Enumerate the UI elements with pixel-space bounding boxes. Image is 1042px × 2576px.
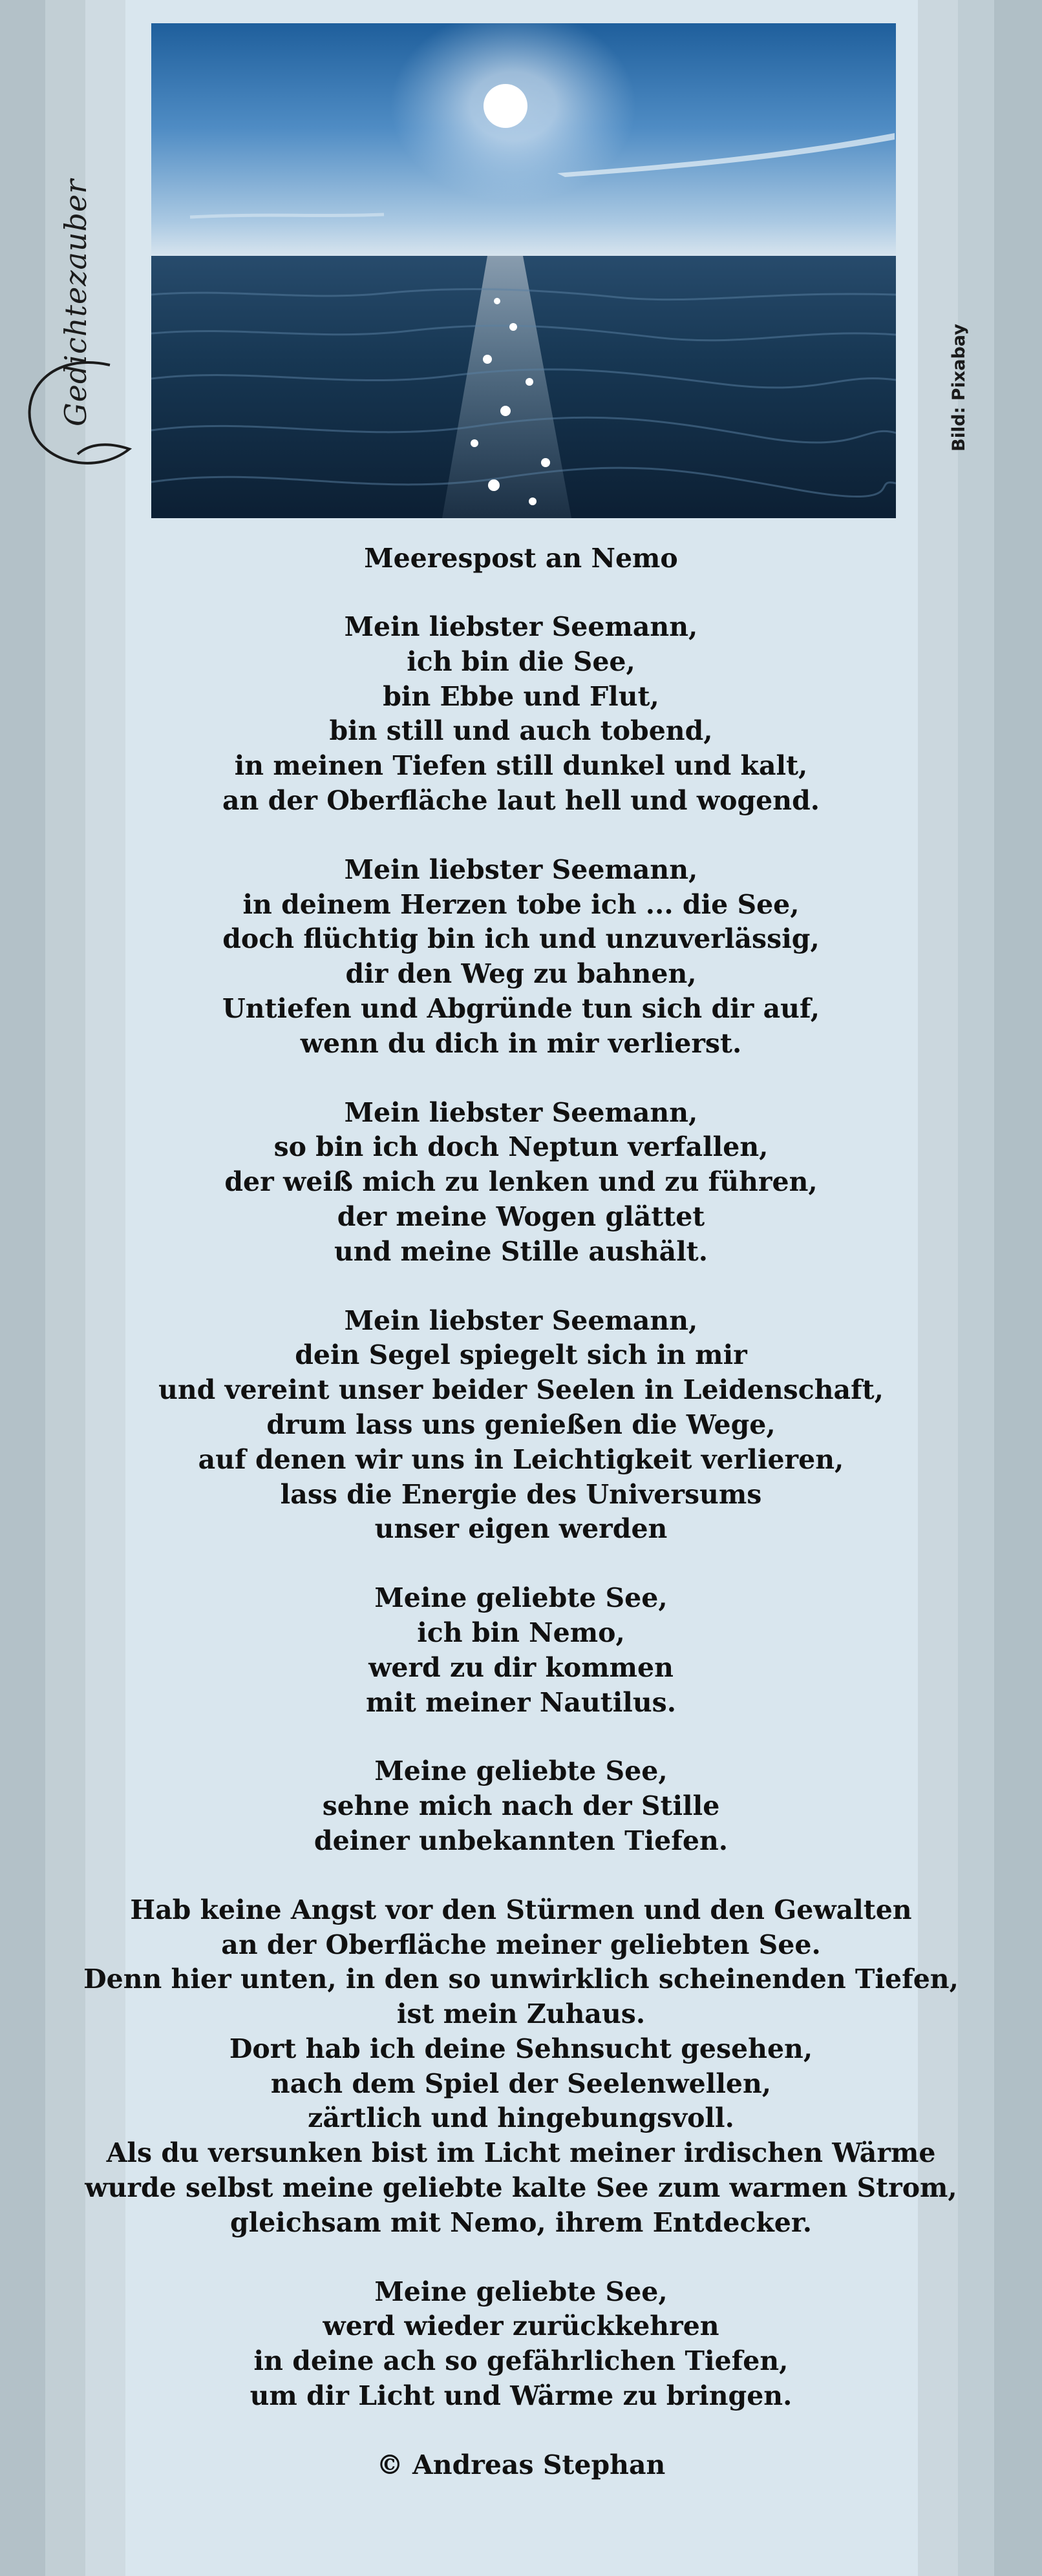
poem-line: dir den Weg zu bahnen,	[345, 958, 697, 990]
stanza-3	[69, 1096, 973, 1270]
poem-line: der weiß mich zu lenken und zu führen,	[224, 1166, 818, 1198]
copyright: © Andreas Stephan	[376, 2449, 666, 2480]
stanza-1	[69, 610, 973, 819]
poem-line: mit meiner Nautilus.	[365, 1686, 677, 1718]
poem-line: an der Oberfläche laut hell und wogend.	[222, 784, 820, 816]
logo-text: Gedichtezauber	[58, 178, 93, 426]
poem-line: um dir Licht und Wärme zu bringen.	[250, 2380, 792, 2412]
poem-line: werd zu dir kommen	[368, 1651, 674, 1683]
poem-line: Mein liebster Seemann,	[344, 1304, 698, 1336]
poem-line: sehne mich nach der Stille	[322, 1790, 720, 1822]
poem-line: zärtlich und hingebungsvoll.	[308, 2102, 734, 2134]
poem-line: werd wieder zurückkehren	[323, 2310, 719, 2342]
stanza-5	[69, 1581, 973, 1720]
stanza-8	[69, 2275, 973, 2414]
poem-line: bin still und auch tobend,	[329, 715, 713, 747]
stanza-6	[69, 1754, 973, 1858]
poem-line: lass die Energie des Universums	[280, 1478, 762, 1510]
poem-line: der meine Wogen glättet	[337, 1200, 705, 1232]
poem-line: in meinen Tiefen still dunkel und kalt,	[234, 750, 808, 782]
background-stripe	[994, 0, 1042, 2576]
poem-line: ist mein Zuhaus.	[396, 1998, 646, 2030]
poem-line: und meine Stille aushält.	[334, 1235, 708, 1267]
poem-line: bin Ebbe und Flut,	[383, 680, 659, 712]
logo	[8, 145, 144, 436]
poem-line: gleichsam mit Nemo, ihrem Entdecker.	[229, 2206, 813, 2238]
image-credit: Bild: Pixabay	[949, 324, 969, 452]
poem-line: ich bin die See,	[407, 645, 635, 677]
poem-line: Denn hier unten, in den so unwirklich scheinenden Tiefen,	[83, 1963, 959, 1995]
poem-line: ich bin Nemo,	[417, 1617, 625, 1648]
sea-photo	[151, 23, 896, 518]
poem-line: Mein liebster Seemann,	[344, 611, 698, 642]
poem-line: drum lass uns genießen die Wege,	[266, 1408, 776, 1440]
poem-line: nach dem Spiel der Seelenwellen,	[270, 2068, 772, 2099]
poem-line: so bin ich doch Neptun verfallen,	[273, 1131, 769, 1163]
logo-flourish	[13, 346, 142, 488]
poem-line: Mein liebster Seemann,	[344, 853, 698, 885]
stanza-7	[69, 1893, 973, 2241]
poem-line: Als du versunken bist im Licht meiner irdischen Wärme	[106, 2137, 936, 2169]
poem-line: in deine ach so gefährlichen Tiefen,	[253, 2345, 789, 2377]
poem-line: Untiefen und Abgründe tun sich dir auf,	[222, 992, 820, 1024]
poem-line: unser eigen werden	[374, 1513, 668, 1545]
poem-line: in deinem Herzen tobe ich ... die See,	[242, 888, 800, 920]
poem-line: Meine geliebte See,	[374, 1582, 668, 1614]
poem-line: Hab keine Angst vor den Stürmen und den Gewalten	[130, 1894, 912, 1925]
poem-line: Mein liebster Seemann,	[344, 1096, 698, 1128]
poem-line: Meine geliebte See,	[374, 2276, 668, 2307]
poem-line: an der Oberfläche meiner geliebten See.	[221, 1929, 821, 1960]
stanza-4	[69, 1304, 973, 1547]
poem-line: wenn du dich in mir verlierst.	[300, 1027, 742, 1059]
poem-line: Dort hab ich deine Sehnsucht gesehen,	[229, 2033, 813, 2064]
poem	[69, 541, 973, 2482]
poem-line: und vereint unser beider Seelen in Leidenschaft,	[158, 1374, 884, 1406]
stanza-2	[69, 853, 973, 1062]
poem-line: doch flüchtig bin ich und unzuverlässig,	[222, 923, 820, 955]
poem-line: wurde selbst meine geliebte kalte See zum warmen Strom,	[85, 2172, 957, 2204]
poem-line: dein Segel spiegelt sich in mir	[295, 1339, 747, 1371]
poem-line: deiner unbekannten Tiefen.	[314, 1825, 728, 1856]
poem-line: auf denen wir uns in Leichtigkeit verlieren,	[198, 1443, 844, 1475]
poem-line: Meine geliebte See,	[374, 1755, 668, 1787]
poem-title: Meerespost an Nemo	[364, 543, 678, 574]
